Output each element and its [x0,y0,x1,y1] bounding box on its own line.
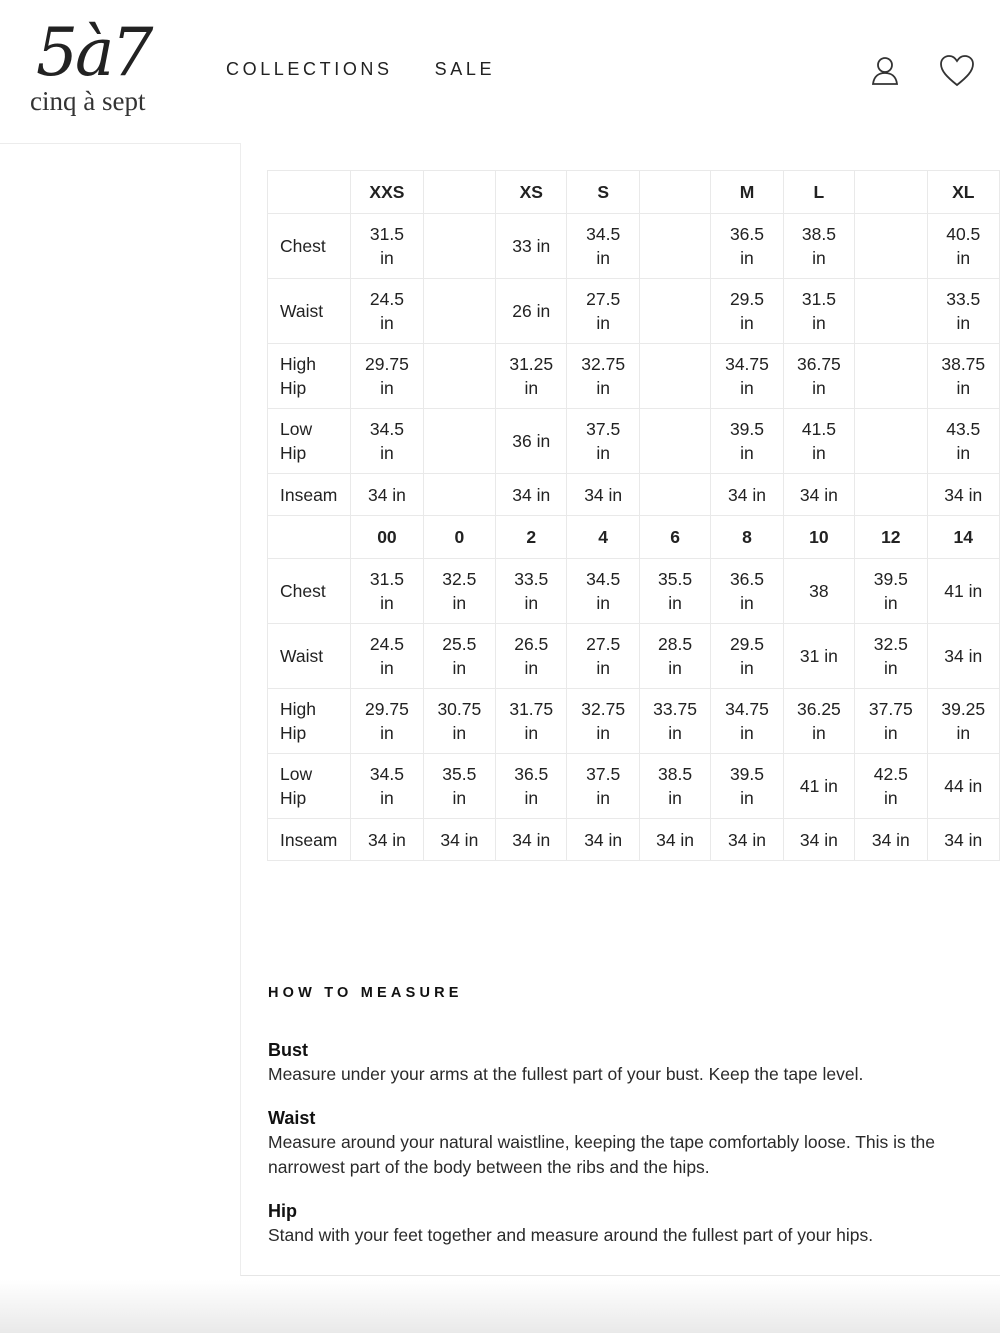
measurement-cell: 36.5 in [496,754,567,819]
measurement-cell: 39.5 in [855,559,927,624]
size-header-cell: 2 [496,516,567,559]
measurement-cell [423,214,495,279]
measurement-cell: 34 in [567,474,639,516]
size-header-cell: S [567,171,639,214]
measurement-cell: 34 in [927,474,999,516]
measure-heading: Waist [268,1108,316,1128]
measure-heading: Hip [268,1201,297,1221]
size-header-cell [268,171,351,214]
measurement-cell [855,409,927,474]
measurement-cell: 31.5 in [783,279,854,344]
measurement-cell: 34 in [927,819,999,861]
measurement-cell: 36.25 in [783,689,854,754]
measurement-cell: 34 in [927,624,999,689]
measurement-cell: 35.5 in [423,754,495,819]
size-header-cell: 00 [351,516,423,559]
measurement-cell [423,344,495,409]
size-header-cell [268,516,351,559]
measurement-cell: 34 in [855,819,927,861]
measurement-cell: 38.75 in [927,344,999,409]
size-header-cell [423,171,495,214]
measurement-cell: 34 in [351,819,423,861]
size-header-cell: 12 [855,516,927,559]
measurement-cell: 35.5 in [639,559,710,624]
measurement-cell: 31 in [783,624,854,689]
measurement-cell: 36.5 in [711,559,783,624]
measurement-label: Waist [268,279,351,344]
measurement-cell: 27.5 in [567,624,639,689]
measure-text: Stand with your feet together and measure around the fullest part of your hips. [268,1225,874,1245]
nav-sale-link[interactable]: SALE [434,59,496,79]
table-row [268,559,1000,624]
bottom-fade [0,1280,1000,1333]
measure-text: Measure under your arms at the fullest part of your bust. Keep the tape level. [268,1064,864,1084]
table-row [268,819,1000,861]
account-button[interactable] [866,52,904,90]
size-header-cell: 6 [639,516,710,559]
measurement-cell: 37.75 in [855,689,927,754]
measurement-label: Low Hip [268,754,351,819]
heart-icon [938,52,976,90]
measurement-label: High Hip [268,689,351,754]
measurement-cell: 34.75 in [711,689,783,754]
measurement-cell: 34.5 in [567,559,639,624]
measurement-cell: 25.5 in [423,624,495,689]
logo-wordmark: cinq à sept [30,86,146,116]
measurement-cell: 34 in [639,819,710,861]
measurement-cell [855,344,927,409]
measurement-cell: 38.5 in [783,214,854,279]
measurement-cell: 34 in [423,819,495,861]
measurement-cell: 32.5 in [423,559,495,624]
size-header-cell: 14 [927,516,999,559]
measurement-cell: 44 in [927,754,999,819]
measurement-cell: 37.5 in [567,754,639,819]
measurement-cell: 39.5 in [711,409,783,474]
measurement-label: Chest [268,214,351,279]
measurement-cell: 33.5 in [496,559,567,624]
measurement-cell [639,344,710,409]
measure-heading: Bust [268,1040,308,1060]
measurement-cell: 31.25 in [496,344,567,409]
numeric-size-section [268,516,1000,861]
measurement-cell: 43.5 in [927,409,999,474]
measurement-cell: 41 in [783,754,854,819]
size-header-cell [855,171,927,214]
measurement-cell [639,474,710,516]
measurement-cell [423,474,495,516]
size-header-cell: XL [927,171,999,214]
measure-waist [268,1106,1000,1179]
measurement-cell: 26 in [496,279,567,344]
measurement-cell: 31.5 in [351,559,423,624]
letter-size-section [268,171,1000,516]
measure-bust [268,1038,1000,1087]
measurement-cell: 29.75 in [351,689,423,754]
table-row [268,754,1000,819]
measurement-label: Low Hip [268,409,351,474]
measurement-cell: 34 in [711,474,783,516]
measurement-cell [423,409,495,474]
measurement-label: Inseam [268,474,351,516]
measurement-cell: 32.75 in [567,344,639,409]
measurement-cell: 34 in [567,819,639,861]
nav-collections-link[interactable]: COLLECTIONS [226,59,393,79]
measurement-cell: 34 in [351,474,423,516]
measure-text: Measure around your natural waistline, keeping the tape comfortably loose. This is the [268,1132,935,1152]
measurement-label: Waist [268,624,351,689]
measurement-cell: 39.5 in [711,754,783,819]
measurement-cell: 33.75 in [639,689,710,754]
account-icon [866,52,904,90]
measurement-cell: 34 in [496,819,567,861]
measurement-cell: 29.75 in [351,344,423,409]
size-header-cell: XXS [351,171,423,214]
measurement-cell: 34 in [496,474,567,516]
measurement-cell: 24.5 in [351,624,423,689]
measure-hip [268,1199,1000,1248]
measurement-cell: 24.5 in [351,279,423,344]
size-header-cell: 8 [711,516,783,559]
size-header-cell: 0 [423,516,495,559]
size-header-cell: 10 [783,516,854,559]
site-header [0,0,1000,144]
measurement-cell: 30.75 in [423,689,495,754]
logo-mark: 5à7 [36,14,151,91]
measurement-cell: 34 in [711,819,783,861]
measurement-cell: 38.5 in [639,754,710,819]
measurement-cell: 32.5 in [855,624,927,689]
measurement-cell: 28.5 in [639,624,710,689]
size-header-row [268,171,1000,214]
measurement-cell: 34 in [783,819,854,861]
size-header-cell [639,171,710,214]
measurement-cell: 36 in [496,409,567,474]
measurement-cell [855,279,927,344]
measurement-cell [423,279,495,344]
size-chart-table [267,170,1000,861]
main-nav [226,59,495,80]
measurement-cell [639,214,710,279]
size-header-cell: L [783,171,854,214]
measurement-cell: 36.75 in [783,344,854,409]
measurement-cell [855,214,927,279]
table-row [268,409,1000,474]
measurement-cell [639,409,710,474]
measurement-label: High Hip [268,344,351,409]
brand-logo[interactable] [28,14,178,123]
measurement-cell: 33.5 in [927,279,999,344]
measurement-cell: 31.5 in [351,214,423,279]
measurement-cell: 34.5 in [567,214,639,279]
measurement-cell: 42.5 in [855,754,927,819]
measurement-cell: 32.75 in [567,689,639,754]
measurement-cell: 29.5 in [711,279,783,344]
wishlist-button[interactable] [938,52,976,90]
table-row [268,689,1000,754]
measurement-cell: 37.5 in [567,409,639,474]
measurement-cell: 26.5 in [496,624,567,689]
size-header-cell: M [711,171,783,214]
measurement-cell: 34.5 in [351,409,423,474]
measurement-cell [639,279,710,344]
measurement-cell: 27.5 in [567,279,639,344]
measurement-cell: 40.5 in [927,214,999,279]
measurement-cell [855,474,927,516]
measurement-cell: 34.5 in [351,754,423,819]
measure-text: narrowest part of the body between the ribs and the hips. [268,1156,710,1177]
measurement-cell: 34 in [783,474,854,516]
size-header-cell: XS [496,171,567,214]
measurement-cell: 38 [783,559,854,624]
table-row [268,344,1000,409]
measurement-cell: 29.5 in [711,624,783,689]
measurement-cell: 39.25 in [927,689,999,754]
measurement-cell: 36.5 in [711,214,783,279]
measurement-cell: 33 in [496,214,567,279]
table-row [268,474,1000,516]
measurement-label: Chest [268,559,351,624]
table-row [268,624,1000,689]
measurement-cell: 41.5 in [783,409,854,474]
how-to-measure-title: HOW TO MEASURE [268,985,463,1001]
size-header-cell: 4 [567,516,639,559]
measurement-cell: 31.75 in [496,689,567,754]
measurement-cell: 41 in [927,559,999,624]
table-row [268,279,1000,344]
measurement-label: Inseam [268,819,351,861]
table-row [268,214,1000,279]
measurement-cell: 34.75 in [711,344,783,409]
size-header-row [268,516,1000,559]
